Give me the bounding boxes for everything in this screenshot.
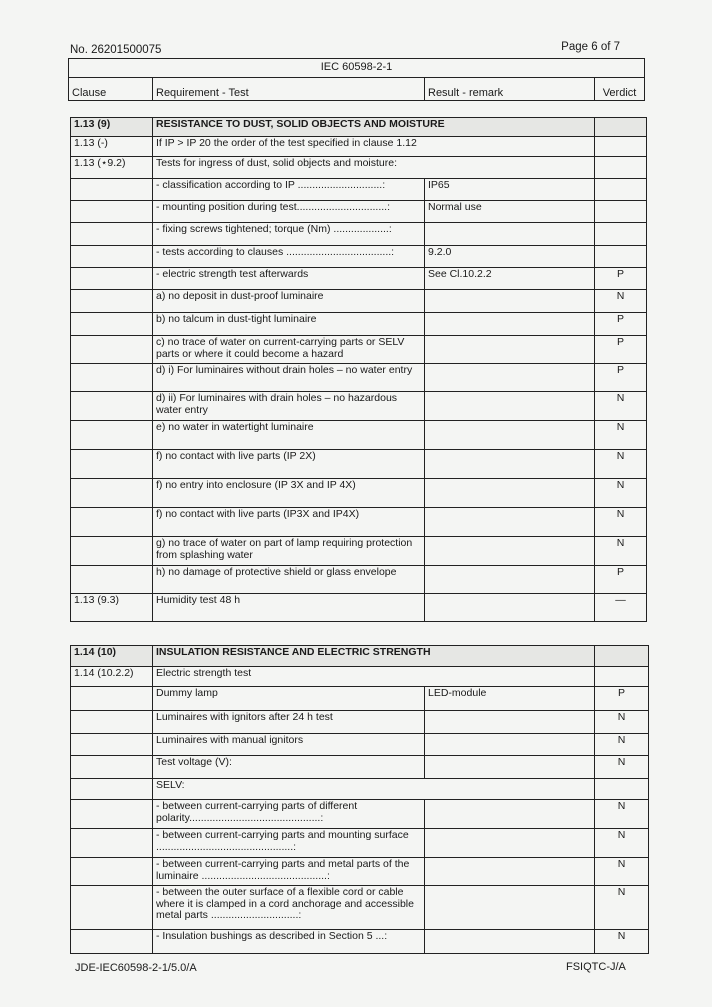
row-verdict: N	[595, 290, 647, 313]
section-title: INSULATION RESISTANCE AND ELECTRIC STRENGTH	[153, 646, 595, 667]
row-verdict: P	[595, 364, 647, 392]
row-requirement: Test voltage (V):	[153, 756, 425, 779]
row-result	[425, 313, 595, 336]
table-row	[71, 800, 649, 829]
row-requirement: e) no water in watertight luminaire	[153, 421, 425, 450]
row-clause	[71, 223, 153, 246]
table-row	[71, 687, 649, 711]
row-verdict: N	[595, 508, 647, 537]
row-verdict	[595, 246, 647, 268]
row-requirement: f) no entry into enclosure (IP 3X and IP 4X)	[153, 479, 425, 508]
col-header-requirement: Requirement - Test	[153, 78, 425, 101]
row-result	[425, 392, 595, 421]
table-row	[71, 566, 647, 594]
row-requirement: Electric strength test	[153, 667, 595, 687]
row-result	[425, 829, 595, 858]
row-clause	[71, 756, 153, 779]
row-result	[425, 858, 595, 886]
table-row	[71, 268, 647, 290]
section-1-13-table	[70, 117, 647, 622]
row-verdict	[595, 667, 649, 687]
table-row	[71, 290, 647, 313]
row-requirement: Luminaires with manual ignitors	[153, 734, 425, 756]
row-requirement: d) i) For luminaires without drain holes – no water entry	[153, 364, 425, 392]
table-row	[71, 829, 649, 858]
row-clause	[71, 364, 153, 392]
table-row	[71, 734, 649, 756]
row-clause	[71, 734, 153, 756]
row-requirement: Tests for ingress of dust, solid objects and moisture:	[153, 157, 595, 179]
row-result	[425, 734, 595, 756]
row-result	[425, 594, 595, 622]
row-result	[425, 421, 595, 450]
row-verdict	[595, 779, 649, 800]
row-requirement: h) no damage of protective shield or glass envelope	[153, 566, 425, 594]
table-row	[71, 179, 647, 201]
row-verdict: N	[595, 479, 647, 508]
row-verdict	[595, 157, 647, 179]
table-row	[71, 201, 647, 223]
table-row	[71, 858, 649, 886]
table-row	[71, 313, 647, 336]
row-result	[425, 886, 595, 930]
row-result	[425, 537, 595, 566]
table-row	[71, 667, 649, 687]
row-clause	[71, 858, 153, 886]
row-result: LED-module	[425, 687, 595, 711]
row-result	[425, 290, 595, 313]
page-indicator: Page 6 of 7	[561, 41, 620, 53]
row-verdict	[595, 137, 647, 157]
row-verdict: N	[595, 858, 649, 886]
row-verdict: P	[595, 336, 647, 364]
row-requirement: Dummy lamp	[153, 687, 425, 711]
report-number: No. 26201500075	[70, 44, 162, 56]
row-verdict	[595, 223, 647, 246]
row-requirement: - fixing screws tightened; torque (Nm) ...................:	[153, 223, 425, 246]
row-clause	[71, 508, 153, 537]
row-verdict: N	[595, 392, 647, 421]
row-clause	[71, 537, 153, 566]
row-requirement: - mounting position during test...............................:	[153, 201, 425, 223]
table-row	[71, 779, 649, 800]
row-result	[425, 223, 595, 246]
table-row	[71, 537, 647, 566]
section-clause: 1.14 (10)	[71, 646, 153, 667]
row-verdict: P	[595, 687, 649, 711]
section-clause: 1.13 (9)	[71, 118, 153, 137]
row-requirement: g) no trace of water on part of lamp requiring protection from splashing water	[153, 537, 425, 566]
row-clause: 1.13 (-)	[71, 137, 153, 157]
table-row	[71, 711, 649, 734]
row-clause	[71, 290, 153, 313]
row-requirement: - classification according to IP .............................:	[153, 179, 425, 201]
row-result	[425, 566, 595, 594]
col-header-verdict: Verdict	[595, 78, 645, 101]
row-clause	[71, 566, 153, 594]
col-header-result: Result - remark	[425, 78, 595, 101]
row-clause	[71, 246, 153, 268]
table-row	[71, 246, 647, 268]
section-title: RESISTANCE TO DUST, SOLID OBJECTS AND MOISTURE	[153, 118, 595, 137]
row-clause	[71, 179, 153, 201]
row-clause	[71, 886, 153, 930]
row-result	[425, 711, 595, 734]
row-verdict: N	[595, 829, 649, 858]
row-clause	[71, 313, 153, 336]
row-verdict: N	[595, 450, 647, 479]
table-row	[71, 421, 647, 450]
row-requirement: d) ii) For luminaires with drain holes – no hazardous water entry	[153, 392, 425, 421]
table-row	[71, 336, 647, 364]
row-result	[425, 364, 595, 392]
row-verdict: N	[595, 800, 649, 829]
row-requirement: - between current-carrying parts and mounting surface ...............................................:	[153, 829, 425, 858]
row-result	[425, 930, 595, 954]
row-requirement: If IP > IP 20 the order of the test specified in clause 1.12	[153, 137, 595, 157]
row-requirement: - tests according to clauses ....................................:	[153, 246, 425, 268]
row-clause	[71, 829, 153, 858]
section-1-14-table	[70, 645, 649, 954]
table-row	[71, 157, 647, 179]
row-verdict: P	[595, 268, 647, 290]
row-verdict: N	[595, 756, 649, 779]
row-result: 9.2.0	[425, 246, 595, 268]
row-result	[425, 508, 595, 537]
row-clause	[71, 336, 153, 364]
row-requirement: b) no talcum in dust-tight luminaire	[153, 313, 425, 336]
footer-lab-id: FSIQTC-J/A	[566, 961, 626, 973]
row-result	[425, 800, 595, 829]
footer-form-id: JDE-IEC60598-2-1/5.0/A	[75, 962, 197, 974]
row-clause	[71, 421, 153, 450]
row-clause	[71, 779, 153, 800]
row-clause: 1.14 (10.2.2)	[71, 667, 153, 687]
col-header-clause: Clause	[69, 78, 153, 101]
row-verdict: N	[595, 421, 647, 450]
row-clause: 1.13 (9.3)	[71, 594, 153, 622]
table-row	[71, 508, 647, 537]
row-verdict: P	[595, 313, 647, 336]
row-clause	[71, 201, 153, 223]
row-requirement: - electric strength test afterwards	[153, 268, 425, 290]
row-result	[425, 336, 595, 364]
table-row	[71, 364, 647, 392]
row-result	[425, 479, 595, 508]
row-verdict: N	[595, 886, 649, 930]
table-row	[71, 594, 647, 622]
row-result	[425, 756, 595, 779]
row-verdict	[595, 179, 647, 201]
table-row	[71, 223, 647, 246]
row-verdict: —	[595, 594, 647, 622]
row-requirement: - between current-carrying parts of different polarity.............................................:	[153, 800, 425, 829]
row-result: See Cl.10.2.2	[425, 268, 595, 290]
row-clause	[71, 479, 153, 508]
table-row	[71, 756, 649, 779]
row-verdict: N	[595, 930, 649, 954]
row-requirement: SELV:	[153, 779, 595, 800]
row-clause	[71, 930, 153, 954]
row-verdict	[595, 201, 647, 223]
row-requirement: f) no contact with live parts (IP3X and IP4X)	[153, 508, 425, 537]
row-clause	[71, 392, 153, 421]
row-requirement: - between the outer surface of a flexible cord or cable where it is clamped in a cord anchorage and accessible metal parts ..............................:	[153, 886, 425, 930]
row-result: Normal use	[425, 201, 595, 223]
row-clause	[71, 268, 153, 290]
row-result: IP65	[425, 179, 595, 201]
row-requirement: - between current-carrying parts and metal parts of the luminaire ...........................................:	[153, 858, 425, 886]
row-requirement: c) no trace of water on current-carrying parts or SELV parts or where it could become a hazard	[153, 336, 425, 364]
row-verdict: P	[595, 566, 647, 594]
row-clause	[71, 711, 153, 734]
row-requirement: a) no deposit in dust-proof luminaire	[153, 290, 425, 313]
row-verdict: N	[595, 537, 647, 566]
row-clause: 1.13 (⋆9.2)	[71, 157, 153, 179]
row-clause	[71, 800, 153, 829]
row-requirement: Humidity test 48 h	[153, 594, 425, 622]
row-verdict: N	[595, 711, 649, 734]
table-row	[71, 450, 647, 479]
row-verdict: N	[595, 734, 649, 756]
table-row	[71, 886, 649, 930]
standard-title: IEC 60598-2-1	[69, 59, 645, 78]
row-requirement: Luminaires with ignitors after 24 h test	[153, 711, 425, 734]
report-header-table	[68, 58, 645, 101]
row-requirement: - Insulation bushings as described in Section 5 ...:	[153, 930, 425, 954]
table-row	[71, 930, 649, 954]
table-row	[71, 137, 647, 157]
row-clause	[71, 450, 153, 479]
table-row	[71, 392, 647, 421]
table-row	[71, 479, 647, 508]
row-result	[425, 450, 595, 479]
row-clause	[71, 687, 153, 711]
row-requirement: f) no contact with live parts (IP 2X)	[153, 450, 425, 479]
